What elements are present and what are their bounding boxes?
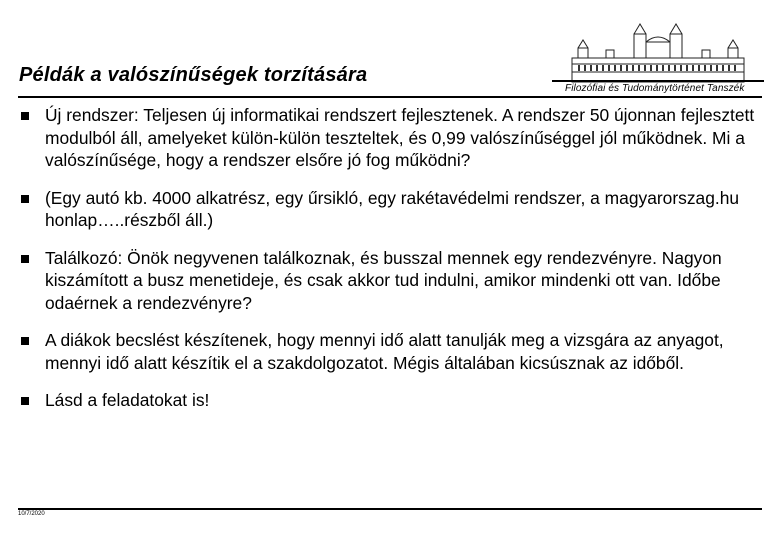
bullet-item: [18, 187, 758, 232]
bullet-text: Találkozó: Önök negyvenen találkoznak, és busszal mennek egy rendezvényre. Nagyon kiszámított a busz menetideje, és csak akkor tud indulni, amikor mindenki ott van. Időbe odaérnek a rendezvényre?: [45, 247, 722, 313]
square-bullet-icon: [21, 112, 29, 120]
bullet-list: [18, 104, 758, 412]
bullet-item: [18, 247, 758, 315]
bullet-text: (Egy autó kb. 4000 alkatrész, egy űrsikló, egy rakétavédelmi rendszer, a magyarorszag.hu honlap…..részből áll.): [45, 187, 740, 230]
logo-caption: Filozófiai és Tudománytörténet Tanszék: [565, 83, 745, 94]
slide-title: Példák a valószínűségek torzítására: [19, 64, 368, 86]
bullet-item: [18, 389, 758, 412]
square-bullet-icon: [21, 195, 29, 203]
square-bullet-icon: [21, 397, 29, 405]
square-bullet-icon: [21, 337, 29, 345]
bullet-item: [18, 104, 758, 172]
bullet-text: A diákok becslést készítenek, hogy mennyi idő alatt tanulják meg a vizsgára az anyagot, mennyi idő alatt készítik el a szakdolgozatot. Mégis általában kicsúsznak az időből.: [45, 330, 724, 373]
bullet-item: [18, 329, 758, 374]
footer-date: 10/7/2020: [18, 511, 45, 517]
square-bullet-icon: [21, 255, 29, 263]
footer-divider: [18, 508, 762, 510]
bullet-text: Új rendszer: Teljesen új informatikai rendszert fejlesztenek. A rendszer 50 újonnan fejlesztett modulból áll, amelyeket külön-külön teszteltek, és 0,99 valószínűséggel jól működnek. Mi a valószínűsége, hogy a rendszer elsőre jó fog működni?: [45, 105, 755, 170]
header-divider: [18, 96, 762, 98]
bullet-text: Lásd a feladatokat is!: [45, 390, 210, 410]
